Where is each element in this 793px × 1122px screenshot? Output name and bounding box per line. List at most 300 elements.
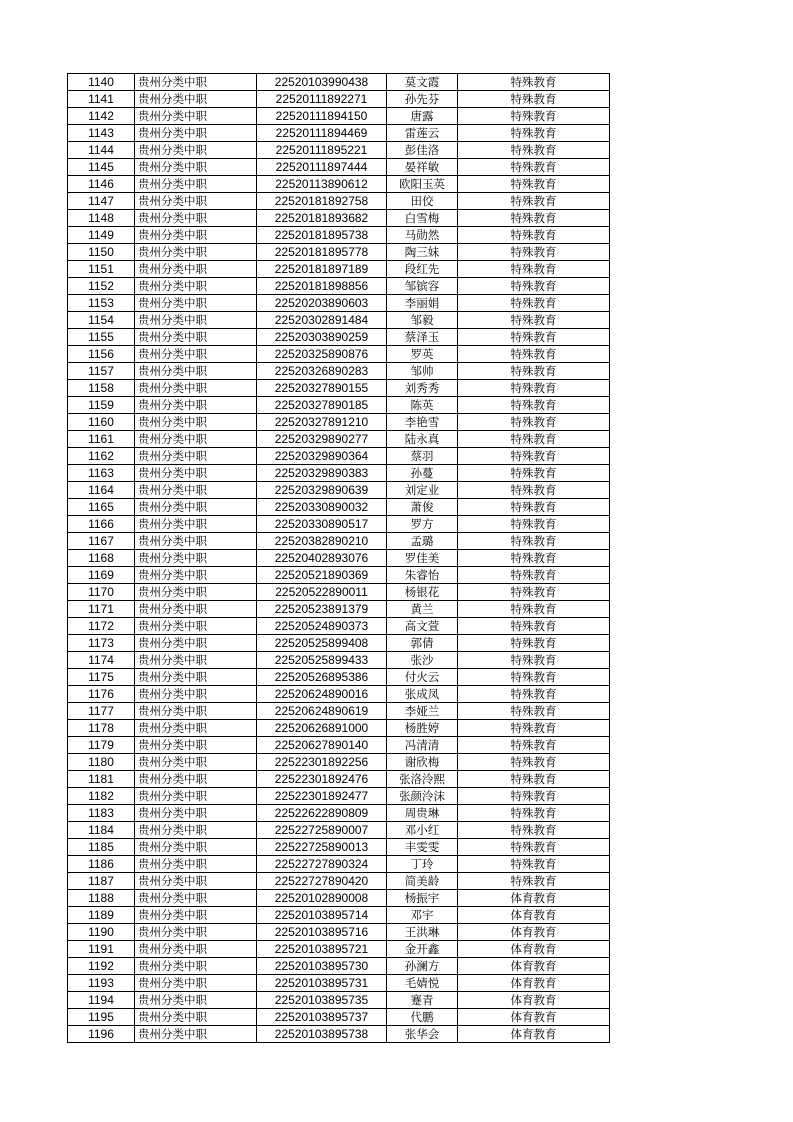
category-cell: 贵州分类中职 bbox=[135, 635, 257, 652]
major-cell: 特殊教育 bbox=[458, 91, 610, 108]
category-cell: 贵州分类中职 bbox=[135, 703, 257, 720]
table-row bbox=[68, 227, 610, 244]
serial-number-cell: 1183 bbox=[68, 805, 135, 822]
major-cell: 特殊教育 bbox=[458, 788, 610, 805]
student-name-cell: 张洛泠熙 bbox=[387, 771, 458, 788]
student-name-cell: 蔡泽玉 bbox=[387, 329, 458, 346]
student-name-cell: 高文萱 bbox=[387, 618, 458, 635]
category-cell: 贵州分类中职 bbox=[135, 397, 257, 414]
major-cell: 特殊教育 bbox=[458, 516, 610, 533]
category-cell: 贵州分类中职 bbox=[135, 907, 257, 924]
serial-number-cell: 1165 bbox=[68, 499, 135, 516]
table-row bbox=[68, 312, 610, 329]
major-cell: 特殊教育 bbox=[458, 839, 610, 856]
table-row bbox=[68, 703, 610, 720]
student-name-cell: 罗方 bbox=[387, 516, 458, 533]
candidate-id-cell: 22520626891000 bbox=[257, 720, 387, 737]
category-cell: 贵州分类中职 bbox=[135, 465, 257, 482]
category-cell: 贵州分类中职 bbox=[135, 873, 257, 890]
serial-number-cell: 1153 bbox=[68, 295, 135, 312]
table-row bbox=[68, 805, 610, 822]
serial-number-cell: 1172 bbox=[68, 618, 135, 635]
student-name-cell: 邓小红 bbox=[387, 822, 458, 839]
candidate-id-cell: 22520327890155 bbox=[257, 380, 387, 397]
student-name-cell: 段红先 bbox=[387, 261, 458, 278]
serial-number-cell: 1154 bbox=[68, 312, 135, 329]
table-row bbox=[68, 618, 610, 635]
student-name-cell: 王洪琳 bbox=[387, 924, 458, 941]
candidate-id-cell: 22522301892476 bbox=[257, 771, 387, 788]
candidate-id-cell: 22520327891210 bbox=[257, 414, 387, 431]
category-cell: 贵州分类中职 bbox=[135, 669, 257, 686]
serial-number-cell: 1141 bbox=[68, 91, 135, 108]
major-cell: 特殊教育 bbox=[458, 261, 610, 278]
major-cell: 特殊教育 bbox=[458, 635, 610, 652]
student-name-cell: 周贵琳 bbox=[387, 805, 458, 822]
student-name-cell: 孙澜方 bbox=[387, 958, 458, 975]
student-name-cell: 朱睿怡 bbox=[387, 567, 458, 584]
serial-number-cell: 1187 bbox=[68, 873, 135, 890]
serial-number-cell: 1148 bbox=[68, 210, 135, 227]
candidate-id-cell: 22520103895738 bbox=[257, 1026, 387, 1043]
student-name-cell: 孙先芬 bbox=[387, 91, 458, 108]
category-cell: 贵州分类中职 bbox=[135, 839, 257, 856]
candidate-id-cell: 22520103895716 bbox=[257, 924, 387, 941]
major-cell: 特殊教育 bbox=[458, 703, 610, 720]
category-cell: 贵州分类中职 bbox=[135, 244, 257, 261]
table-row bbox=[68, 465, 610, 482]
student-name-cell: 毛婧悦 bbox=[387, 975, 458, 992]
serial-number-cell: 1168 bbox=[68, 550, 135, 567]
category-cell: 贵州分类中职 bbox=[135, 1009, 257, 1026]
category-cell: 贵州分类中职 bbox=[135, 533, 257, 550]
table-row bbox=[68, 873, 610, 890]
candidate-id-cell: 22520103895735 bbox=[257, 992, 387, 1009]
candidate-id-cell: 22520111894469 bbox=[257, 125, 387, 142]
candidate-id-cell: 22520102890008 bbox=[257, 890, 387, 907]
candidate-id-cell: 22522301892477 bbox=[257, 788, 387, 805]
category-cell: 贵州分类中职 bbox=[135, 737, 257, 754]
student-name-cell: 邓宇 bbox=[387, 907, 458, 924]
candidate-id-cell: 22520103895731 bbox=[257, 975, 387, 992]
category-cell: 贵州分类中职 bbox=[135, 346, 257, 363]
serial-number-cell: 1143 bbox=[68, 125, 135, 142]
candidate-id-cell: 22520103895721 bbox=[257, 941, 387, 958]
category-cell: 贵州分类中职 bbox=[135, 312, 257, 329]
student-name-cell: 陈英 bbox=[387, 397, 458, 414]
candidate-id-cell: 22520522890011 bbox=[257, 584, 387, 601]
category-cell: 贵州分类中职 bbox=[135, 567, 257, 584]
category-cell: 贵州分类中职 bbox=[135, 210, 257, 227]
student-name-cell: 陶三妹 bbox=[387, 244, 458, 261]
candidate-id-cell: 22520103895730 bbox=[257, 958, 387, 975]
serial-number-cell: 1192 bbox=[68, 958, 135, 975]
candidate-id-cell: 22520181893682 bbox=[257, 210, 387, 227]
serial-number-cell: 1176 bbox=[68, 686, 135, 703]
candidate-id-cell: 22520525899433 bbox=[257, 652, 387, 669]
major-cell: 特殊教育 bbox=[458, 108, 610, 125]
student-name-cell: 谢欣梅 bbox=[387, 754, 458, 771]
table-row bbox=[68, 431, 610, 448]
major-cell: 特殊教育 bbox=[458, 74, 610, 91]
candidate-id-cell: 22520303890259 bbox=[257, 329, 387, 346]
candidate-id-cell: 22520111895221 bbox=[257, 142, 387, 159]
student-name-cell: 付火云 bbox=[387, 669, 458, 686]
table-row bbox=[68, 74, 610, 91]
candidate-id-cell: 22520181895738 bbox=[257, 227, 387, 244]
serial-number-cell: 1173 bbox=[68, 635, 135, 652]
table-row bbox=[68, 822, 610, 839]
category-cell: 贵州分类中职 bbox=[135, 227, 257, 244]
table-row bbox=[68, 244, 610, 261]
major-cell: 特殊教育 bbox=[458, 669, 610, 686]
category-cell: 贵州分类中职 bbox=[135, 720, 257, 737]
table-row bbox=[68, 278, 610, 295]
major-cell: 特殊教育 bbox=[458, 737, 610, 754]
candidate-id-cell: 22522725890007 bbox=[257, 822, 387, 839]
candidate-id-cell: 22522727890420 bbox=[257, 873, 387, 890]
major-cell: 特殊教育 bbox=[458, 125, 610, 142]
candidate-id-cell: 22520402893076 bbox=[257, 550, 387, 567]
major-cell: 特殊教育 bbox=[458, 499, 610, 516]
serial-number-cell: 1159 bbox=[68, 397, 135, 414]
serial-number-cell: 1175 bbox=[68, 669, 135, 686]
table-row bbox=[68, 1026, 610, 1043]
student-name-cell: 萧俊 bbox=[387, 499, 458, 516]
table-row bbox=[68, 992, 610, 1009]
major-cell: 特殊教育 bbox=[458, 465, 610, 482]
major-cell: 特殊教育 bbox=[458, 771, 610, 788]
table-row bbox=[68, 635, 610, 652]
category-cell: 贵州分类中职 bbox=[135, 805, 257, 822]
candidate-id-cell: 22520525899408 bbox=[257, 635, 387, 652]
major-cell: 特殊教育 bbox=[458, 414, 610, 431]
student-name-cell: 白雪梅 bbox=[387, 210, 458, 227]
serial-number-cell: 1145 bbox=[68, 159, 135, 176]
student-name-cell: 郭倩 bbox=[387, 635, 458, 652]
student-name-cell: 张华会 bbox=[387, 1026, 458, 1043]
category-cell: 贵州分类中职 bbox=[135, 550, 257, 567]
candidate-id-cell: 22520111892271 bbox=[257, 91, 387, 108]
table-row bbox=[68, 754, 610, 771]
serial-number-cell: 1181 bbox=[68, 771, 135, 788]
major-cell: 特殊教育 bbox=[458, 822, 610, 839]
serial-number-cell: 1156 bbox=[68, 346, 135, 363]
category-cell: 贵州分类中职 bbox=[135, 958, 257, 975]
major-cell: 体育教育 bbox=[458, 924, 610, 941]
table-row bbox=[68, 601, 610, 618]
category-cell: 贵州分类中职 bbox=[135, 686, 257, 703]
student-name-cell: 马勋然 bbox=[387, 227, 458, 244]
table-row bbox=[68, 720, 610, 737]
major-cell: 特殊教育 bbox=[458, 856, 610, 873]
table-row bbox=[68, 1009, 610, 1026]
student-name-cell: 罗佳美 bbox=[387, 550, 458, 567]
serial-number-cell: 1184 bbox=[68, 822, 135, 839]
serial-number-cell: 1142 bbox=[68, 108, 135, 125]
category-cell: 贵州分类中职 bbox=[135, 771, 257, 788]
candidate-id-cell: 22520524890373 bbox=[257, 618, 387, 635]
category-cell: 贵州分类中职 bbox=[135, 108, 257, 125]
table-row bbox=[68, 380, 610, 397]
major-cell: 特殊教育 bbox=[458, 227, 610, 244]
serial-number-cell: 1177 bbox=[68, 703, 135, 720]
serial-number-cell: 1182 bbox=[68, 788, 135, 805]
table-row bbox=[68, 533, 610, 550]
category-cell: 贵州分类中职 bbox=[135, 618, 257, 635]
student-name-cell: 丰雯雯 bbox=[387, 839, 458, 856]
candidate-id-cell: 22520382890210 bbox=[257, 533, 387, 550]
student-name-cell: 简美龄 bbox=[387, 873, 458, 890]
student-name-cell: 蔡羽 bbox=[387, 448, 458, 465]
category-cell: 贵州分类中职 bbox=[135, 516, 257, 533]
table-row bbox=[68, 924, 610, 941]
student-name-cell: 代鹏 bbox=[387, 1009, 458, 1026]
major-cell: 特殊教育 bbox=[458, 601, 610, 618]
category-cell: 贵州分类中职 bbox=[135, 431, 257, 448]
category-cell: 贵州分类中职 bbox=[135, 788, 257, 805]
serial-number-cell: 1195 bbox=[68, 1009, 135, 1026]
category-cell: 贵州分类中职 bbox=[135, 142, 257, 159]
table-row bbox=[68, 941, 610, 958]
major-cell: 特殊教育 bbox=[458, 533, 610, 550]
table-row bbox=[68, 499, 610, 516]
candidate-id-cell: 22520521890369 bbox=[257, 567, 387, 584]
major-cell: 特殊教育 bbox=[458, 244, 610, 261]
table-row bbox=[68, 516, 610, 533]
serial-number-cell: 1151 bbox=[68, 261, 135, 278]
student-name-cell: 刘定业 bbox=[387, 482, 458, 499]
major-cell: 特殊教育 bbox=[458, 142, 610, 159]
category-cell: 贵州分类中职 bbox=[135, 261, 257, 278]
serial-number-cell: 1146 bbox=[68, 176, 135, 193]
serial-number-cell: 1160 bbox=[68, 414, 135, 431]
major-cell: 体育教育 bbox=[458, 907, 610, 924]
table-row bbox=[68, 737, 610, 754]
category-cell: 贵州分类中职 bbox=[135, 448, 257, 465]
category-cell: 贵州分类中职 bbox=[135, 941, 257, 958]
student-name-cell: 张颜泠沫 bbox=[387, 788, 458, 805]
table-row bbox=[68, 771, 610, 788]
candidate-id-cell: 22520329890364 bbox=[257, 448, 387, 465]
category-cell: 贵州分类中职 bbox=[135, 975, 257, 992]
serial-number-cell: 1193 bbox=[68, 975, 135, 992]
table-row bbox=[68, 686, 610, 703]
student-name-cell: 孙蔓 bbox=[387, 465, 458, 482]
student-name-cell: 莫文霞 bbox=[387, 74, 458, 91]
serial-number-cell: 1190 bbox=[68, 924, 135, 941]
major-cell: 特殊教育 bbox=[458, 448, 610, 465]
candidate-id-cell: 22520181897189 bbox=[257, 261, 387, 278]
major-cell: 特殊教育 bbox=[458, 312, 610, 329]
major-cell: 特殊教育 bbox=[458, 482, 610, 499]
major-cell: 特殊教育 bbox=[458, 550, 610, 567]
category-cell: 贵州分类中职 bbox=[135, 856, 257, 873]
major-cell: 特殊教育 bbox=[458, 159, 610, 176]
student-name-cell: 杨振宇 bbox=[387, 890, 458, 907]
category-cell: 贵州分类中职 bbox=[135, 295, 257, 312]
table-row bbox=[68, 210, 610, 227]
student-name-cell: 杨银花 bbox=[387, 584, 458, 601]
table-row bbox=[68, 91, 610, 108]
major-cell: 体育教育 bbox=[458, 1026, 610, 1043]
student-name-cell: 田佼 bbox=[387, 193, 458, 210]
table-row bbox=[68, 346, 610, 363]
major-cell: 特殊教育 bbox=[458, 652, 610, 669]
table-row bbox=[68, 788, 610, 805]
category-cell: 贵州分类中职 bbox=[135, 601, 257, 618]
serial-number-cell: 1167 bbox=[68, 533, 135, 550]
serial-number-cell: 1149 bbox=[68, 227, 135, 244]
serial-number-cell: 1170 bbox=[68, 584, 135, 601]
student-name-cell: 张沙 bbox=[387, 652, 458, 669]
table-row bbox=[68, 125, 610, 142]
table-row bbox=[68, 295, 610, 312]
major-cell: 特殊教育 bbox=[458, 754, 610, 771]
student-name-cell: 李艳雪 bbox=[387, 414, 458, 431]
table-row bbox=[68, 584, 610, 601]
candidate-id-cell: 22520526895386 bbox=[257, 669, 387, 686]
candidate-id-cell: 22520302891484 bbox=[257, 312, 387, 329]
candidate-id-cell: 22520329890277 bbox=[257, 431, 387, 448]
student-name-cell: 晏祥敏 bbox=[387, 159, 458, 176]
serial-number-cell: 1157 bbox=[68, 363, 135, 380]
candidate-id-cell: 22520330890032 bbox=[257, 499, 387, 516]
category-cell: 贵州分类中职 bbox=[135, 193, 257, 210]
serial-number-cell: 1179 bbox=[68, 737, 135, 754]
table-row bbox=[68, 448, 610, 465]
category-cell: 贵州分类中职 bbox=[135, 754, 257, 771]
candidate-id-cell: 22520103895714 bbox=[257, 907, 387, 924]
serial-number-cell: 1194 bbox=[68, 992, 135, 1009]
category-cell: 贵州分类中职 bbox=[135, 890, 257, 907]
table-row bbox=[68, 176, 610, 193]
table-row bbox=[68, 975, 610, 992]
table-row bbox=[68, 567, 610, 584]
major-cell: 特殊教育 bbox=[458, 295, 610, 312]
student-name-cell: 刘秀秀 bbox=[387, 380, 458, 397]
serial-number-cell: 1178 bbox=[68, 720, 135, 737]
student-name-cell: 李丽娟 bbox=[387, 295, 458, 312]
student-name-cell: 罗英 bbox=[387, 346, 458, 363]
table-row bbox=[68, 193, 610, 210]
table-row bbox=[68, 414, 610, 431]
major-cell: 特殊教育 bbox=[458, 584, 610, 601]
serial-number-cell: 1189 bbox=[68, 907, 135, 924]
candidate-id-cell: 22522727890324 bbox=[257, 856, 387, 873]
major-cell: 体育教育 bbox=[458, 958, 610, 975]
serial-number-cell: 1191 bbox=[68, 941, 135, 958]
major-cell: 体育教育 bbox=[458, 992, 610, 1009]
major-cell: 特殊教育 bbox=[458, 873, 610, 890]
table-row bbox=[68, 669, 610, 686]
serial-number-cell: 1152 bbox=[68, 278, 135, 295]
student-name-cell: 黄兰 bbox=[387, 601, 458, 618]
candidate-id-cell: 22520103895737 bbox=[257, 1009, 387, 1026]
student-name-cell: 邹镔容 bbox=[387, 278, 458, 295]
candidate-id-cell: 22520326890283 bbox=[257, 363, 387, 380]
candidate-id-cell: 22520523891379 bbox=[257, 601, 387, 618]
major-cell: 特殊教育 bbox=[458, 193, 610, 210]
table-row bbox=[68, 907, 610, 924]
student-name-cell: 蹇青 bbox=[387, 992, 458, 1009]
serial-number-cell: 1174 bbox=[68, 652, 135, 669]
major-cell: 特殊教育 bbox=[458, 805, 610, 822]
category-cell: 贵州分类中职 bbox=[135, 159, 257, 176]
serial-number-cell: 1196 bbox=[68, 1026, 135, 1043]
category-cell: 贵州分类中职 bbox=[135, 363, 257, 380]
candidate-id-cell: 22520103990438 bbox=[257, 74, 387, 91]
student-name-cell: 丁玲 bbox=[387, 856, 458, 873]
table-body bbox=[68, 74, 610, 1043]
candidate-id-cell: 22520203890603 bbox=[257, 295, 387, 312]
student-name-cell: 陆永真 bbox=[387, 431, 458, 448]
major-cell: 特殊教育 bbox=[458, 329, 610, 346]
major-cell: 特殊教育 bbox=[458, 380, 610, 397]
candidate-id-cell: 22520624890016 bbox=[257, 686, 387, 703]
major-cell: 特殊教育 bbox=[458, 720, 610, 737]
table-row bbox=[68, 958, 610, 975]
category-cell: 贵州分类中职 bbox=[135, 652, 257, 669]
category-cell: 贵州分类中职 bbox=[135, 74, 257, 91]
major-cell: 特殊教育 bbox=[458, 210, 610, 227]
major-cell: 特殊教育 bbox=[458, 431, 610, 448]
table-row bbox=[68, 890, 610, 907]
table-row bbox=[68, 142, 610, 159]
serial-number-cell: 1161 bbox=[68, 431, 135, 448]
category-cell: 贵州分类中职 bbox=[135, 924, 257, 941]
serial-number-cell: 1150 bbox=[68, 244, 135, 261]
candidate-id-cell: 22520181895778 bbox=[257, 244, 387, 261]
student-name-cell: 邹毅 bbox=[387, 312, 458, 329]
candidate-id-cell: 22522725890013 bbox=[257, 839, 387, 856]
table-row bbox=[68, 839, 610, 856]
candidate-id-cell: 22520111897444 bbox=[257, 159, 387, 176]
category-cell: 贵州分类中职 bbox=[135, 822, 257, 839]
student-name-cell: 杨胜婷 bbox=[387, 720, 458, 737]
major-cell: 体育教育 bbox=[458, 890, 610, 907]
serial-number-cell: 1147 bbox=[68, 193, 135, 210]
major-cell: 特殊教育 bbox=[458, 176, 610, 193]
student-name-cell: 孟璐 bbox=[387, 533, 458, 550]
serial-number-cell: 1140 bbox=[68, 74, 135, 91]
serial-number-cell: 1180 bbox=[68, 754, 135, 771]
major-cell: 特殊教育 bbox=[458, 278, 610, 295]
student-name-cell: 雷莲云 bbox=[387, 125, 458, 142]
candidate-id-cell: 22520330890517 bbox=[257, 516, 387, 533]
candidate-id-cell: 22520181892758 bbox=[257, 193, 387, 210]
major-cell: 体育教育 bbox=[458, 975, 610, 992]
table-row bbox=[68, 108, 610, 125]
table-row bbox=[68, 261, 610, 278]
major-cell: 特殊教育 bbox=[458, 567, 610, 584]
category-cell: 贵州分类中职 bbox=[135, 125, 257, 142]
table-row bbox=[68, 482, 610, 499]
serial-number-cell: 1186 bbox=[68, 856, 135, 873]
candidate-id-cell: 22520327890185 bbox=[257, 397, 387, 414]
candidate-id-cell: 22520113890612 bbox=[257, 176, 387, 193]
category-cell: 贵州分类中职 bbox=[135, 499, 257, 516]
category-cell: 贵州分类中职 bbox=[135, 91, 257, 108]
major-cell: 体育教育 bbox=[458, 941, 610, 958]
admission-list-table bbox=[67, 73, 610, 1043]
major-cell: 特殊教育 bbox=[458, 346, 610, 363]
table-row bbox=[68, 550, 610, 567]
candidate-id-cell: 22522622890809 bbox=[257, 805, 387, 822]
serial-number-cell: 1188 bbox=[68, 890, 135, 907]
serial-number-cell: 1158 bbox=[68, 380, 135, 397]
major-cell: 特殊教育 bbox=[458, 363, 610, 380]
